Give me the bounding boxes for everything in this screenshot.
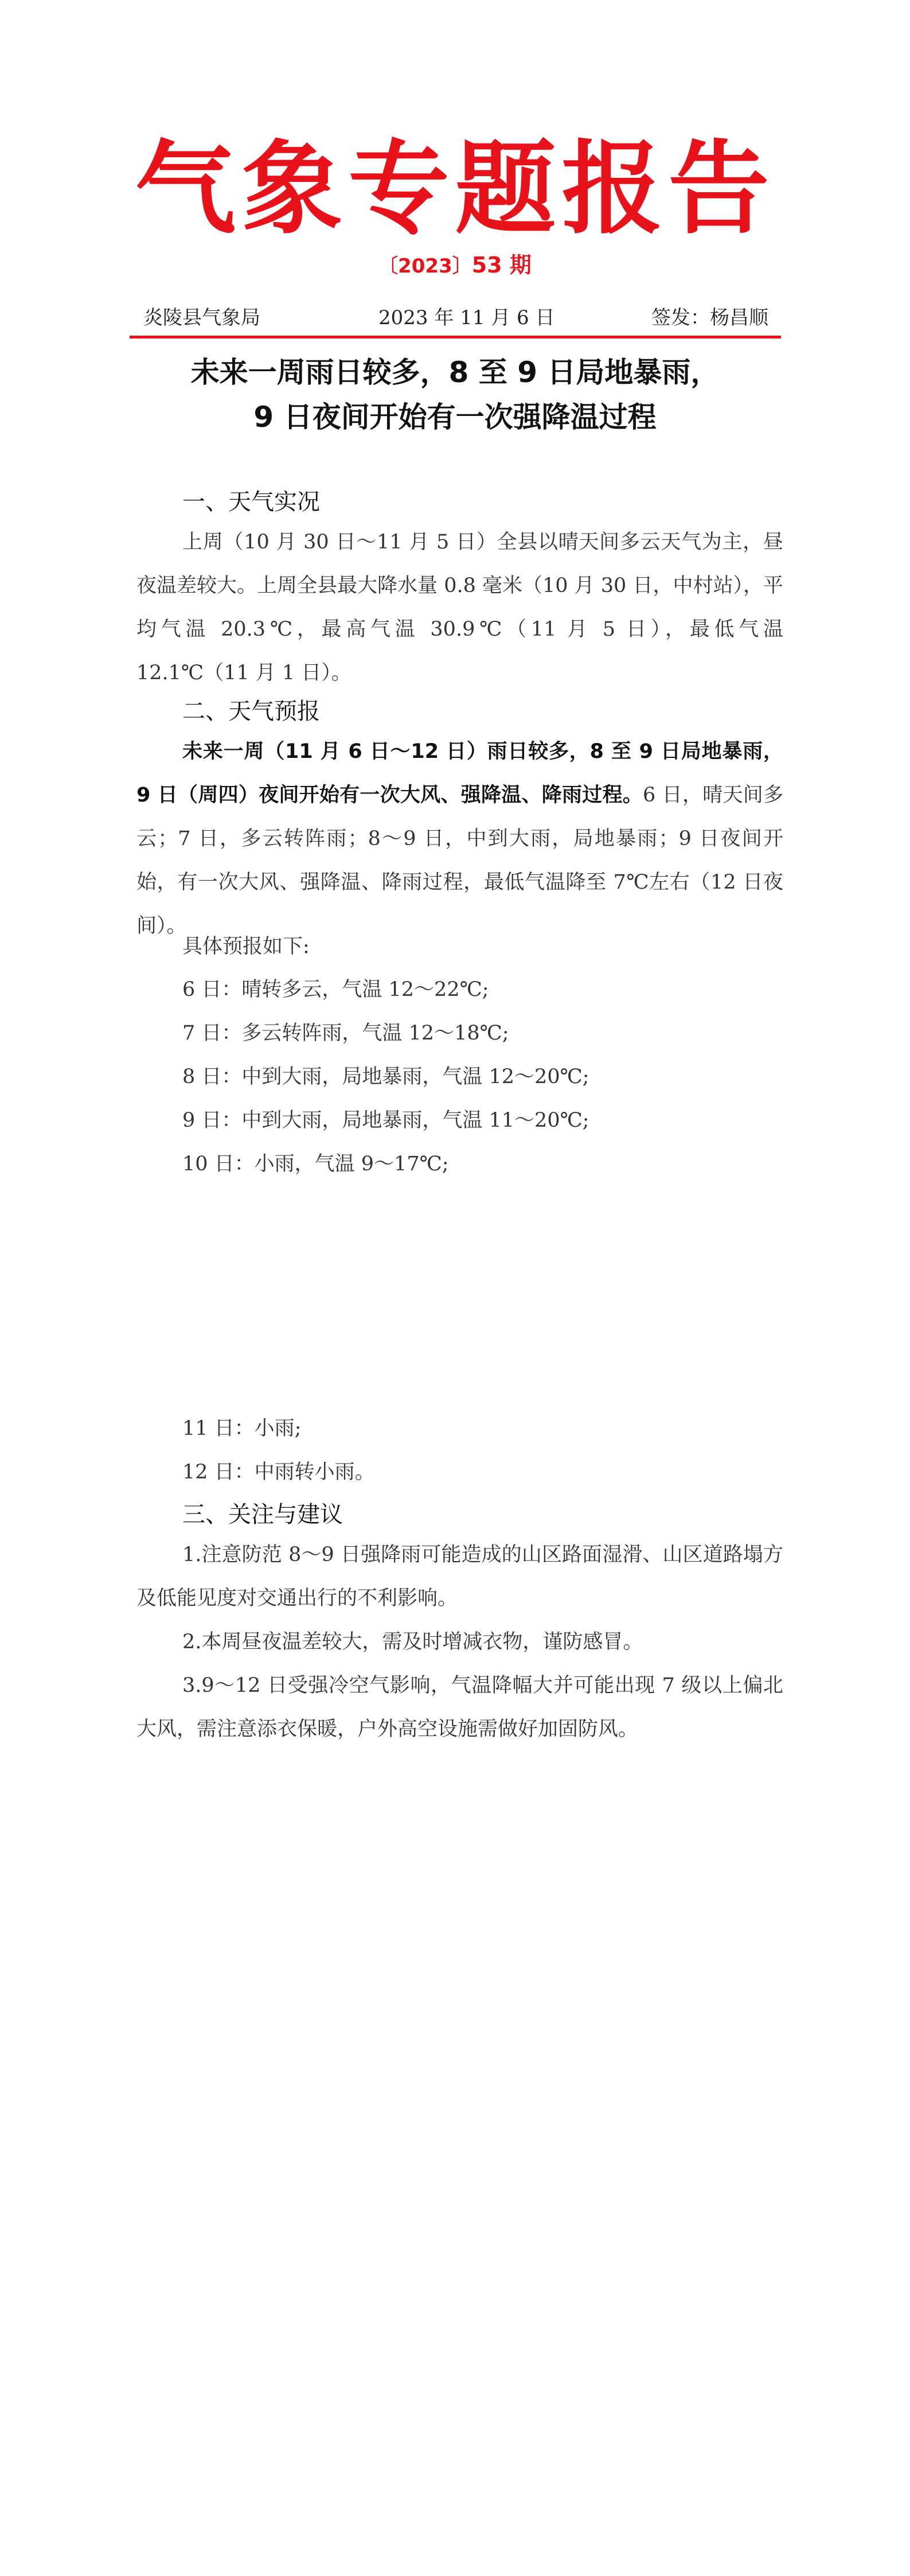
forecast-lead: 未来一周（11 月 6 日～12 日）雨日较多，8 至 9 日局地暴雨，9 日（周四）夜间开始有一次大风、强降温、降雨过程。 [136, 740, 783, 807]
observed-paragraph: 上周（10 月 30 日～11 月 5 日）全县以晴天间多云天气为主，昼夜温差较大。上周全县最大降水量 0.8 毫米（10 月 30 日，中村站），平均气温 20.3℃，最高气温 30.9℃（11 月 5 日），最低气温 12.1℃（11 月 1 日）。 [136, 531, 783, 684]
advice-item-2: 2.本周昼夜温差较大，需及时增减衣物，谨防感冒。 [182, 1631, 643, 1653]
forecast-day-8: 8 日：中到大雨，局地暴雨，气温 12～20℃; [182, 1065, 589, 1088]
red-divider [130, 336, 781, 338]
meta-line [143, 305, 768, 330]
headline-line-1: 未来一周雨日较多，8 至 9 日局地暴雨， [190, 356, 720, 389]
issue-count: 53 期 [471, 252, 532, 278]
section-title-forecast: 二、天气预报 [182, 698, 320, 725]
forecast-day-10: 10 日：小雨，气温 9～17℃; [182, 1153, 449, 1176]
report-headline [92, 350, 818, 439]
forecast-intro: 具体预报如下: [182, 935, 310, 958]
forecast-day-6: 6 日：晴转多云，气温 12～22℃; [182, 978, 489, 1001]
issue-year: 〔2023〕 [378, 255, 472, 278]
report-masthead-title: 气象专题报告 [135, 130, 775, 248]
section-title-observed: 一、天气实况 [182, 489, 320, 515]
forecast-detail: 6 日，晴天间多云；7 日，多云转阵雨；8～9 日，中到大雨，局地暴雨；9 日夜间开始，有一次大风、强降温、降雨过程，最低气温降至 7℃左右（12 日夜间）。 [136, 784, 783, 937]
issuing-org: 炎陵县气象局 [143, 306, 260, 329]
forecast-day-9: 9 日：中到大雨，局地暴雨，气温 11～20℃; [182, 1109, 589, 1132]
forecast-day-12: 12 日：中雨转小雨。 [182, 1461, 375, 1484]
signer: 签发：杨昌顺 [651, 306, 768, 329]
headline-line-2: 9 日夜间开始有一次强降温过程 [253, 400, 657, 434]
section-title-advice: 三、关注与建议 [182, 1501, 343, 1528]
issue-date: 2023 年 11 月 6 日 [378, 306, 555, 329]
advice-item-3: 3.9～12 日受强冷空气影响，气温降幅大并可能出现 7 级以上偏北大风，需注意添衣保暖，户外高空设施需做好加固防风。 [136, 1674, 783, 1741]
forecast-day-7: 7 日：多云转阵雨，气温 12～18℃; [182, 1022, 509, 1045]
forecast-paragraph [136, 730, 783, 948]
issue-number [0, 252, 910, 279]
forecast-day-11: 11 日：小雨; [182, 1417, 302, 1440]
advice-item-1: 1.注意防范 8～9 日强降雨可能造成的山区路面湿滑、山区道路塌方及低能见度对交通出行的不利影响。 [136, 1543, 783, 1610]
